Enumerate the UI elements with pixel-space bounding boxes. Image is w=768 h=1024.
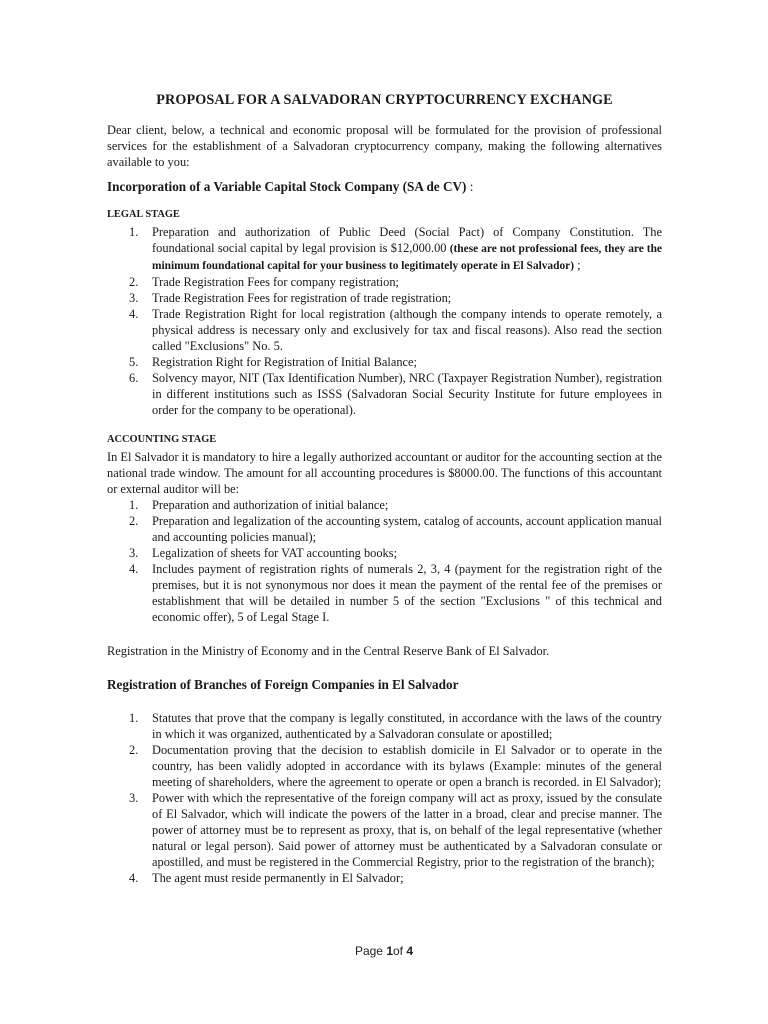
list-number: 4.: [129, 307, 139, 321]
accounting-stage-list: [107, 497, 662, 625]
list-text: Preparation and authorization of Public Deed (Social Pact) of Company Constitution. The foundational social capital by legal provision is $12,000.00: [152, 225, 662, 255]
list-item: [107, 290, 662, 306]
accounting-intro: In El Salvador it is mandatory to hire a legally authorized accountant or auditor for the accounting section at the national trade window. The amount for all accounting procedures is $8000.00. The functions of this accountant or external auditor will be:: [107, 450, 662, 496]
list-item: [107, 497, 662, 513]
list-bold-note: (these are not professional fees, they are the minimum foundational capital for your business to legitimately operate in El Salvador): [152, 243, 662, 272]
list-text: Registration Right for Registration of Initial Balance;: [152, 355, 417, 369]
list-number: 1.: [129, 711, 139, 725]
list-number: 3.: [129, 291, 139, 305]
list-number: 2.: [129, 275, 139, 289]
list-number: 4.: [129, 562, 139, 576]
list-item: [107, 742, 662, 790]
list-number: 1.: [129, 498, 139, 512]
page-number-total: 4: [406, 944, 414, 958]
page-number-prefix: Page: [354, 944, 387, 958]
list-item: [107, 274, 662, 290]
incorporation-heading-suffix: :: [466, 179, 474, 194]
document-title: PROPOSAL FOR A SALVADORAN CRYPTOCURRENCY EXCHANGE: [156, 92, 613, 108]
list-number: 4.: [129, 871, 139, 885]
incorporation-heading: [107, 179, 662, 195]
list-text: Documentation proving that the decision to establish domicile in El Salvador or to operate in the country, has been validly adopted in accordance with its bylaws (Example: minutes of the general meeting of shareholders, where the agreement to operate or open a branch is recorded. in El Salvador);: [152, 743, 662, 789]
list-text-after: ;: [574, 258, 581, 272]
list-text: Trade Registration Fees for company registration;: [152, 275, 399, 289]
list-number: 6.: [129, 371, 139, 385]
list-item: [107, 870, 662, 886]
legal-stage-label: LEGAL STAGE: [107, 209, 180, 220]
list-text: Includes payment of registration rights of numerals 2, 3, 4 (payment for the registration right of the premises, but it is not synonymous nor does it mean the payment of the rental fee of the premises or establishment that will be detailed in number 5 of the section "Exclusions " of this technical and economic offer), 5 of Legal Stage I.: [152, 562, 662, 624]
list-text: Solvency mayor, NIT (Tax Identification Number), NRC (Taxpayer Registration Number), registration in different institutions such as ISSS (Salvadoran Social Security Institute for future employees in order for the company to be operational).: [152, 371, 662, 417]
list-text: Trade Registration Fees for registration of trade registration;: [152, 291, 452, 305]
page-number-current: 1: [386, 944, 393, 958]
list-number: 5.: [129, 355, 139, 369]
list-number: 2.: [129, 514, 139, 528]
list-text: Legalization of sheets for VAT accounting books;: [152, 546, 398, 560]
list-number: 3.: [129, 546, 139, 560]
intro-paragraph: Dear client, below, a technical and economic proposal will be formulated for the provision of professional services for the establishment of a Salvadoran cryptocurrency company, making the following alternatives available to you:: [107, 123, 662, 169]
list-text: Preparation and legalization of the accounting system, catalog of accounts, account application manual and accounting policies manual);: [152, 514, 662, 544]
legal-stage-list: [107, 224, 662, 418]
list-item: [107, 545, 662, 561]
list-text: Trade Registration Right for local registration (although the company intends to operate remotely, a physical address is necessary only and exclusively for tax and fiscal reasons). Also read the section called "Exclusions" No. 5.: [152, 307, 662, 353]
document-body: [107, 92, 662, 886]
list-item: [107, 710, 662, 742]
list-number: 3.: [129, 791, 139, 805]
branches-heading: Registration of Branches of Foreign Companies in El Salvador: [107, 677, 459, 692]
list-text: Preparation and authorization of initial balance;: [152, 498, 389, 512]
registration-note: Registration in the Ministry of Economy and in the Central Reserve Bank of El Salvador.: [107, 644, 550, 658]
list-item: [107, 370, 662, 418]
list-text: The agent must reside permanently in El Salvador;: [152, 871, 404, 885]
incorporation-heading-text: Incorporation of a Variable Capital Stock Company (SA de CV): [107, 179, 467, 194]
page-number-middle: of: [393, 944, 407, 958]
list-item: [107, 513, 662, 545]
list-item: [107, 224, 662, 274]
list-item: [107, 306, 662, 354]
accounting-stage-label: ACCOUNTING STAGE: [107, 434, 217, 445]
list-text: Power with which the representative of the foreign company will act as proxy, issued by the consulate of El Salvador, which will indicate the powers of the latter in a broad, clear and precise manner. The power of attorney must be to represent as proxy, that is, on behalf of the legal representative (whether natural or legal person). Said power of attorney must be authenticated by a Salvadoran consulate or apostilled, and must be registered in the Commercial Registry, prior to the registration of the branch);: [152, 791, 662, 869]
list-number: 1.: [129, 225, 139, 239]
list-item: [107, 561, 662, 625]
list-item: [107, 790, 662, 870]
list-text: Statutes that prove that the company is legally constituted, in accordance with the laws of the country in which it was organized, authenticated by a Salvadoran consulate or apostilled;: [152, 711, 662, 741]
branches-list: [107, 710, 662, 886]
list-item: [107, 354, 662, 370]
list-number: 2.: [129, 743, 139, 757]
page-footer: [0, 944, 768, 958]
